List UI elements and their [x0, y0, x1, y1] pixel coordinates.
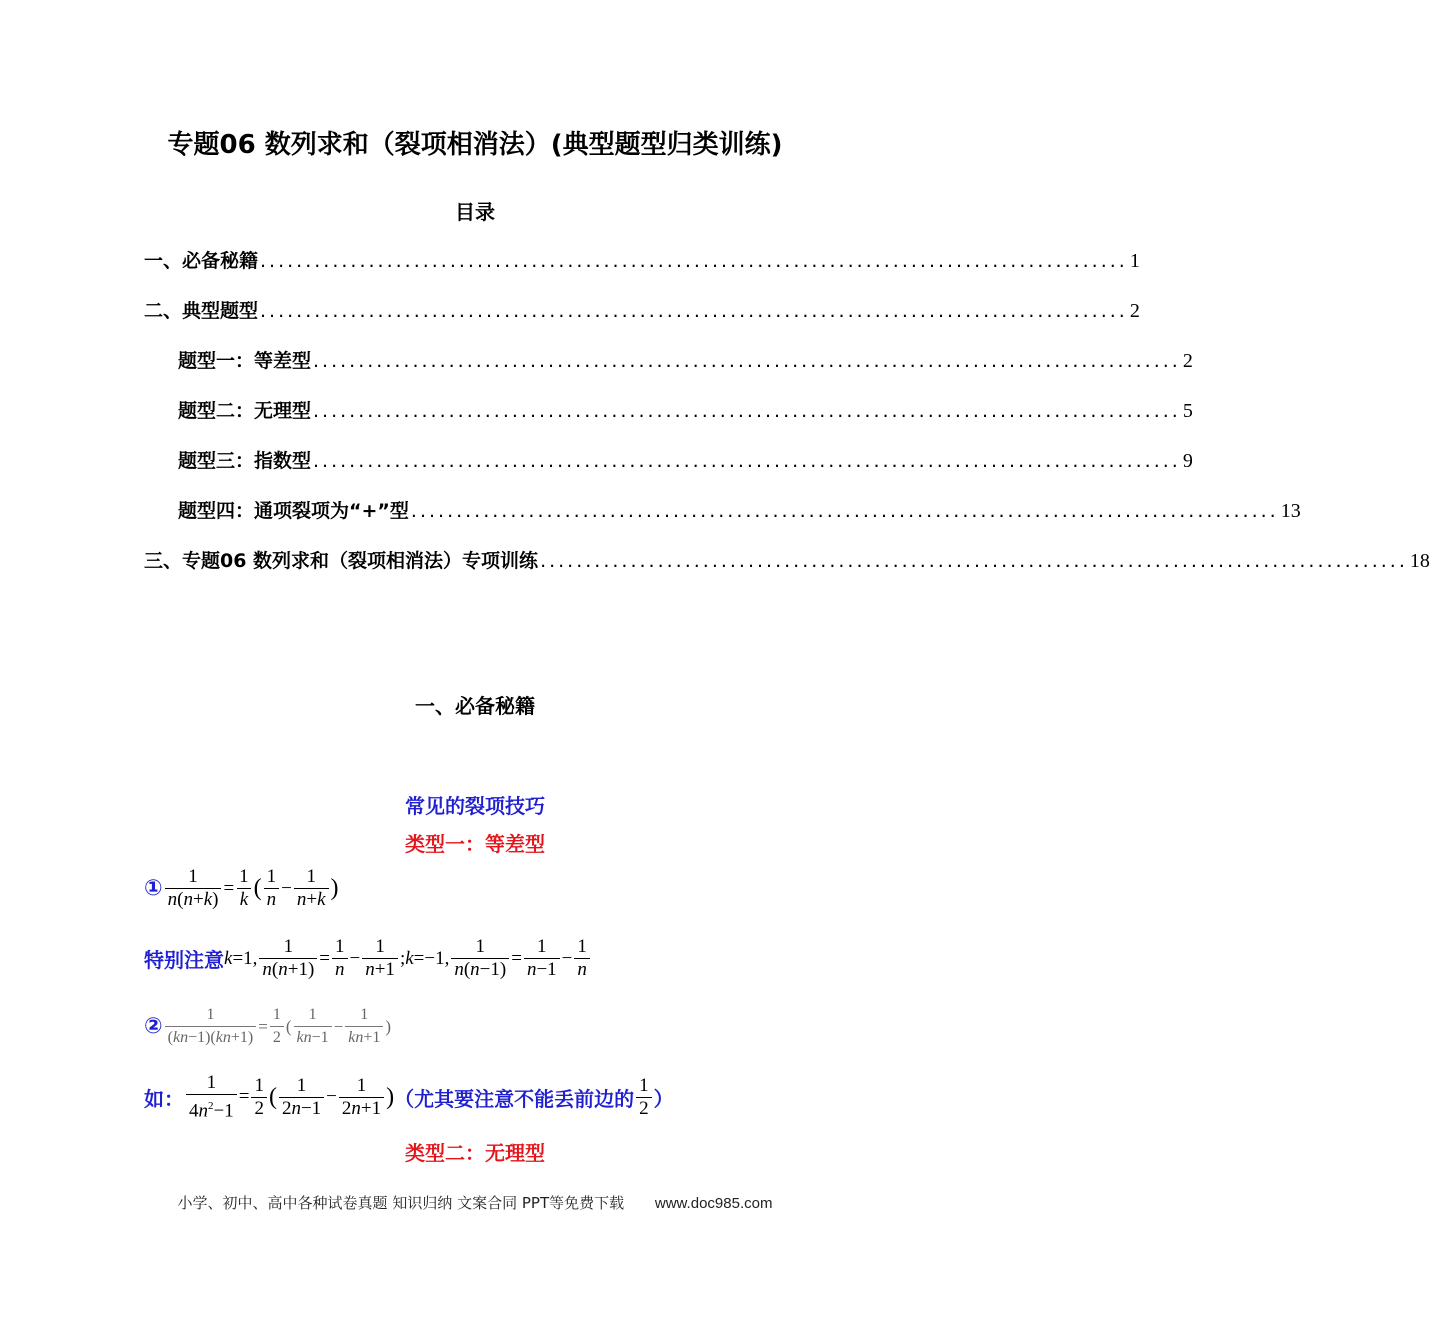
special-note-label: 特别注意 [144, 948, 224, 972]
toc-item[interactable] [144, 296, 1140, 326]
toc-item-label: 二、典型题型 [144, 300, 259, 322]
toc-item-label: 题型一：等差型 [178, 350, 312, 372]
footer-url[interactable]: www.doc985.com [654, 1195, 773, 1212]
formula-2-marker: ② [144, 1014, 163, 1039]
toc-leader: ................................................................................................ [540, 550, 1408, 572]
toc-item[interactable] [144, 446, 1193, 476]
formula-1 [144, 866, 339, 911]
toc-item-label: 三、专题06 数列求和（裂项相消法）专项训练 [144, 550, 539, 572]
example [144, 1072, 674, 1122]
section-heading: 一、必备秘籍 [415, 694, 535, 718]
toc-item-page: 13 [1280, 500, 1301, 522]
toc-item[interactable] [144, 346, 1193, 376]
toc-item-label: 题型三：指数型 [178, 450, 312, 472]
toc-leader: ................................................................................................ [260, 250, 1128, 272]
special-note [144, 936, 592, 981]
toc-item-label: 一、必备秘籍 [144, 250, 259, 272]
example-note: （尤其要注意不能丢前边的 [394, 1086, 635, 1111]
toc-leader: ................................................................................................ [260, 300, 1128, 322]
toc-item-page: 18 [1409, 550, 1430, 572]
toc-leader: ................................................................................................ [313, 400, 1181, 422]
example-math: $\frac{1}{4n^2-1}$ = $\frac{1}{2}$ ( $\frac{1}{2n-1}$ − $\frac{1}{2n+1}$ ) [184, 1072, 394, 1122]
example-label: 如： [144, 1086, 184, 1111]
toc [144, 246, 1430, 576]
page-footer [0, 1192, 950, 1213]
toc-item-page: 5 [1182, 400, 1193, 422]
example-note-end: ） [653, 1086, 674, 1111]
special-note-math: k =1, $\frac{1}{n(n+1)}$ = $\frac{1}{n}$ − $\frac{1}{n+1}$ ; k =−1, $\frac{1}{n(n-1)}$ = $\frac{1}{n-1}$ − $\frac{1}{n}$ [224, 936, 592, 981]
toc-item[interactable] [144, 496, 1301, 526]
formula-1-math: $\frac{1}{n(n+k)}$ = $\frac{1}{k}$ ( $\frac{1}{n}$ − $\frac{1}{n+k}$ ) [163, 866, 339, 911]
toc-item-page: 2 [1129, 300, 1140, 322]
toc-item-label: 题型四：通项裂项为“+”型 [178, 500, 409, 522]
section-subtitle: 常见的裂项技巧 [405, 794, 545, 818]
formula-2 [144, 1004, 391, 1049]
toc-item[interactable] [144, 546, 1430, 576]
formula-1-marker: ① [144, 876, 163, 901]
toc-item-page: 9 [1182, 450, 1193, 472]
toc-item[interactable] [144, 396, 1193, 426]
formula-2-math: $\frac{1}{(kn-1)(kn+1)}$ = $\frac{1}{2}$ ( $\frac{1}{kn-1}$ − $\frac{1}{kn+1}$ ) [163, 1004, 391, 1049]
footer-text: 小学、初中、高中各种试卷真题 知识归纳 文案合同 PPT等免费下载 [177, 1194, 625, 1212]
toc-item-page: 2 [1182, 350, 1193, 372]
type2-heading: 类型二：无理型 [405, 1141, 545, 1165]
toc-leader: ................................................................................................ [410, 500, 1279, 522]
example-half: $\frac{1}{2}$ [634, 1075, 654, 1120]
toc-leader: ................................................................................................ [313, 350, 1181, 372]
toc-leader: ................................................................................................ [313, 450, 1181, 472]
toc-item-page: 1 [1129, 250, 1140, 272]
toc-item-label: 题型二：无理型 [178, 400, 312, 422]
toc-item[interactable] [144, 246, 1140, 276]
document-title: 专题06 数列求和（裂项相消法）(典型题型归类训练) [167, 130, 783, 160]
type1-heading: 类型一：等差型 [405, 832, 545, 856]
toc-heading: 目录 [455, 200, 495, 224]
